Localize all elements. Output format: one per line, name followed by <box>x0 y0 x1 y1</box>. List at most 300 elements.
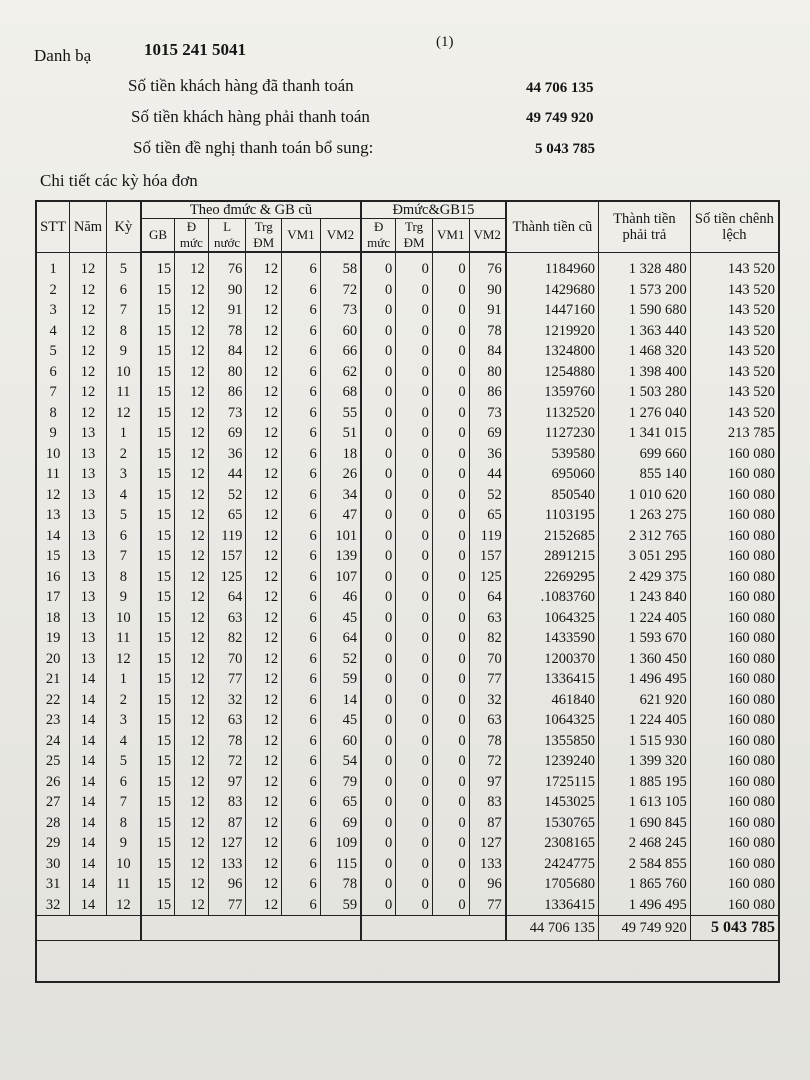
table-row <box>36 690 779 711</box>
cell-dmuc: 12 <box>175 608 209 629</box>
cell-vm2b: 76 <box>469 252 506 280</box>
cell-dmuc: 12 <box>175 751 209 772</box>
cell-nam: 12 <box>70 341 107 362</box>
cell-vm1: 6 <box>282 813 321 834</box>
cell-old-total: 1064325 <box>506 608 599 629</box>
cell-dmuc2: 0 <box>361 280 396 301</box>
cell-trg: 12 <box>246 895 282 916</box>
cell-vm2b: 91 <box>469 300 506 321</box>
cell-pay-total: 1 613 105 <box>599 792 691 813</box>
cell-dmuc2: 0 <box>361 649 396 670</box>
cell-stt: 16 <box>36 567 70 588</box>
cell-dmuc2: 0 <box>361 485 396 506</box>
cell-vm1: 6 <box>282 628 321 649</box>
cell-vm1: 6 <box>282 854 321 875</box>
cell-vm2b: 90 <box>469 280 506 301</box>
section-title: Chi tiết các kỳ hóa đơn <box>40 171 198 190</box>
cell-vm1b: 0 <box>432 813 469 834</box>
cell-lnuoc: 91 <box>208 300 246 321</box>
cell-dmuc: 12 <box>175 833 209 854</box>
cell-stt: 17 <box>36 587 70 608</box>
cell-gb: 15 <box>141 341 175 362</box>
cell-trg: 12 <box>246 874 282 895</box>
cell-vm1b: 0 <box>432 341 469 362</box>
table-row <box>36 772 779 793</box>
cell-vm2b: 80 <box>469 362 506 383</box>
cell-nam: 12 <box>70 403 107 424</box>
cell-vm2b: 84 <box>469 341 506 362</box>
cell-vm2: 78 <box>320 874 361 895</box>
cell-dmuc: 12 <box>175 731 209 752</box>
cell-vm2: 18 <box>320 444 361 465</box>
cell-vm1b: 0 <box>432 526 469 547</box>
cell-dmuc2: 0 <box>361 252 396 280</box>
cell-vm1b: 0 <box>432 423 469 444</box>
cell-pay-total: 1 590 680 <box>599 300 691 321</box>
cell-ky: 11 <box>106 628 141 649</box>
table-row <box>36 252 779 280</box>
extra-label: Số tiền đề nghị thanh toán bổ sung: <box>133 138 374 157</box>
cell-dmuc2: 0 <box>361 546 396 567</box>
cell-vm1: 6 <box>282 649 321 670</box>
cell-vm2b: 125 <box>469 567 506 588</box>
cell-vm2b: 72 <box>469 751 506 772</box>
cell-gb: 15 <box>141 669 175 690</box>
header-pay-total: Thành tiền phải trả <box>599 201 691 252</box>
cell-pay-total: 855 140 <box>599 464 691 485</box>
cell-vm1: 6 <box>282 792 321 813</box>
cell-vm2b: 64 <box>469 587 506 608</box>
cell-dmuc: 12 <box>175 792 209 813</box>
cell-diff: 160 080 <box>690 608 779 629</box>
cell-vm2b: 157 <box>469 546 506 567</box>
cell-nam: 14 <box>70 792 107 813</box>
cell-pay-total: 1 885 195 <box>599 772 691 793</box>
cell-pay-total: 1 865 760 <box>599 874 691 895</box>
cell-nam: 13 <box>70 567 107 588</box>
cell-trg2: 0 <box>396 252 433 280</box>
cell-diff: 160 080 <box>690 792 779 813</box>
header-old-group: Theo đmức & GB cũ <box>141 201 361 219</box>
cell-dmuc: 12 <box>175 444 209 465</box>
cell-lnuoc: 97 <box>208 772 246 793</box>
cell-gb: 15 <box>141 690 175 711</box>
cell-diff: 160 080 <box>690 751 779 772</box>
cell-vm2b: 82 <box>469 628 506 649</box>
cell-vm1: 6 <box>282 526 321 547</box>
cell-pay-total: 1 010 620 <box>599 485 691 506</box>
table-row <box>36 423 779 444</box>
cell-vm2b: 96 <box>469 874 506 895</box>
cell-pay-total: 2 429 375 <box>599 567 691 588</box>
cell-diff: 160 080 <box>690 505 779 526</box>
cell-nam: 14 <box>70 751 107 772</box>
cell-ky: 5 <box>106 751 141 772</box>
cell-trg2: 0 <box>396 546 433 567</box>
cell-old-total: 2152685 <box>506 526 599 547</box>
cell-diff: 160 080 <box>690 895 779 916</box>
cell-vm1: 6 <box>282 587 321 608</box>
cell-dmuc: 12 <box>175 362 209 383</box>
cell-trg: 12 <box>246 731 282 752</box>
cell-dmuc2: 0 <box>361 567 396 588</box>
cell-nam: 12 <box>70 300 107 321</box>
cell-lnuoc: 78 <box>208 321 246 342</box>
cell-nam: 14 <box>70 895 107 916</box>
header-vm1: VM1 <box>282 219 321 253</box>
cell-dmuc2: 0 <box>361 874 396 895</box>
extra-value: 5 043 785 <box>535 141 595 157</box>
cell-diff: 160 080 <box>690 526 779 547</box>
cell-dmuc2: 0 <box>361 628 396 649</box>
cell-stt: 14 <box>36 526 70 547</box>
cell-nam: 13 <box>70 526 107 547</box>
cell-vm2b: 52 <box>469 485 506 506</box>
cell-gb: 15 <box>141 567 175 588</box>
cell-nam: 13 <box>70 464 107 485</box>
cell-trg2: 0 <box>396 772 433 793</box>
cell-dmuc: 12 <box>175 690 209 711</box>
cell-trg2: 0 <box>396 731 433 752</box>
cell-vm2b: 32 <box>469 690 506 711</box>
cell-dmuc: 12 <box>175 567 209 588</box>
header-vm2: VM2 <box>320 219 361 253</box>
cell-gb: 15 <box>141 300 175 321</box>
cell-vm2b: 69 <box>469 423 506 444</box>
cell-old-total: 695060 <box>506 464 599 485</box>
cell-dmuc2: 0 <box>361 792 396 813</box>
cell-pay-total: 1 468 320 <box>599 341 691 362</box>
cell-trg: 12 <box>246 772 282 793</box>
table-row <box>36 587 779 608</box>
cell-pay-total: 1 243 840 <box>599 587 691 608</box>
cell-nam: 14 <box>70 813 107 834</box>
cell-nam: 12 <box>70 321 107 342</box>
total-old: 44 706 135 <box>506 916 599 941</box>
cell-vm2b: 127 <box>469 833 506 854</box>
cell-old-total: 1725115 <box>506 772 599 793</box>
cell-vm1: 6 <box>282 874 321 895</box>
cell-vm2: 72 <box>320 280 361 301</box>
cell-diff: 160 080 <box>690 731 779 752</box>
cell-trg: 12 <box>246 464 282 485</box>
cell-trg: 12 <box>246 382 282 403</box>
cell-lnuoc: 127 <box>208 833 246 854</box>
cell-gb: 15 <box>141 423 175 444</box>
cell-vm1b: 0 <box>432 833 469 854</box>
cell-dmuc2: 0 <box>361 669 396 690</box>
cell-old-total: 1530765 <box>506 813 599 834</box>
cell-vm2: 101 <box>320 526 361 547</box>
cell-vm2b: 97 <box>469 772 506 793</box>
cell-vm2: 54 <box>320 751 361 772</box>
cell-dmuc2: 0 <box>361 690 396 711</box>
cell-gb: 15 <box>141 362 175 383</box>
cell-nam: 14 <box>70 669 107 690</box>
cell-stt: 22 <box>36 690 70 711</box>
cell-vm1: 6 <box>282 280 321 301</box>
cell-vm1b: 0 <box>432 280 469 301</box>
cell-ky: 4 <box>106 731 141 752</box>
header-gb: GB <box>141 219 175 253</box>
total-diff: 5 043 785 <box>690 916 779 941</box>
cell-diff: 160 080 <box>690 669 779 690</box>
cell-old-total: 1103195 <box>506 505 599 526</box>
cell-vm1b: 0 <box>432 608 469 629</box>
table-row <box>36 321 779 342</box>
cell-ky: 10 <box>106 608 141 629</box>
cell-dmuc2: 0 <box>361 300 396 321</box>
cell-dmuc: 12 <box>175 526 209 547</box>
header-ky: Kỳ <box>106 201 141 252</box>
cell-trg2: 0 <box>396 874 433 895</box>
cell-old-total: 1132520 <box>506 403 599 424</box>
cell-nam: 14 <box>70 854 107 875</box>
cell-ky: 5 <box>106 252 141 280</box>
cell-lnuoc: 80 <box>208 362 246 383</box>
cell-ky: 12 <box>106 895 141 916</box>
table-row <box>36 526 779 547</box>
cell-vm2: 34 <box>320 485 361 506</box>
header-vm1b: VM1 <box>432 219 469 253</box>
account-label: Danh bạ <box>34 46 92 65</box>
cell-vm2b: 119 <box>469 526 506 547</box>
table-row <box>36 300 779 321</box>
cell-ky: 2 <box>106 444 141 465</box>
header-trg2: Trg ĐM <box>396 219 433 253</box>
cell-trg2: 0 <box>396 444 433 465</box>
cell-ky: 9 <box>106 341 141 362</box>
cell-lnuoc: 78 <box>208 731 246 752</box>
cell-pay-total: 1 341 015 <box>599 423 691 444</box>
cell-vm2: 69 <box>320 813 361 834</box>
table-row <box>36 895 779 916</box>
cell-pay-total: 1 496 495 <box>599 669 691 690</box>
cell-lnuoc: 84 <box>208 341 246 362</box>
cell-vm2b: 44 <box>469 464 506 485</box>
cell-vm1b: 0 <box>432 874 469 895</box>
table-row <box>36 403 779 424</box>
cell-pay-total: 2 584 855 <box>599 854 691 875</box>
cell-trg: 12 <box>246 403 282 424</box>
cell-ky: 8 <box>106 813 141 834</box>
cell-dmuc: 12 <box>175 649 209 670</box>
cell-lnuoc: 96 <box>208 874 246 895</box>
cell-lnuoc: 63 <box>208 710 246 731</box>
cell-vm1: 6 <box>282 772 321 793</box>
cell-old-total: 1447160 <box>506 300 599 321</box>
cell-nam: 14 <box>70 874 107 895</box>
due-value: 49 749 920 <box>526 110 594 126</box>
cell-dmuc2: 0 <box>361 423 396 444</box>
cell-vm1: 6 <box>282 382 321 403</box>
cell-lnuoc: 32 <box>208 690 246 711</box>
cell-stt: 27 <box>36 792 70 813</box>
cell-dmuc2: 0 <box>361 710 396 731</box>
table-row <box>36 444 779 465</box>
cell-vm2b: 73 <box>469 403 506 424</box>
cell-stt: 25 <box>36 751 70 772</box>
cell-diff: 143 520 <box>690 362 779 383</box>
cell-stt: 15 <box>36 546 70 567</box>
cell-dmuc2: 0 <box>361 854 396 875</box>
table-row <box>36 710 779 731</box>
cell-trg: 12 <box>246 362 282 383</box>
cell-vm1: 6 <box>282 321 321 342</box>
table-row <box>36 464 779 485</box>
cell-lnuoc: 133 <box>208 854 246 875</box>
cell-trg: 12 <box>246 690 282 711</box>
cell-ky: 7 <box>106 300 141 321</box>
cell-lnuoc: 65 <box>208 505 246 526</box>
cell-pay-total: 699 660 <box>599 444 691 465</box>
cell-stt: 8 <box>36 403 70 424</box>
cell-dmuc: 12 <box>175 874 209 895</box>
cell-trg: 12 <box>246 423 282 444</box>
cell-old-total: 461840 <box>506 690 599 711</box>
cell-vm1b: 0 <box>432 690 469 711</box>
cell-old-total: 1254880 <box>506 362 599 383</box>
cell-diff: 160 080 <box>690 813 779 834</box>
cell-pay-total: 1 593 670 <box>599 628 691 649</box>
cell-nam: 13 <box>70 608 107 629</box>
cell-pay-total: 1 263 275 <box>599 505 691 526</box>
cell-nam: 14 <box>70 710 107 731</box>
cell-trg2: 0 <box>396 321 433 342</box>
cell-ky: 1 <box>106 423 141 444</box>
account-number: 1015 241 5041 <box>144 40 246 59</box>
cell-pay-total: 1 503 280 <box>599 382 691 403</box>
cell-vm1b: 0 <box>432 546 469 567</box>
cell-vm1b: 0 <box>432 362 469 383</box>
table-row <box>36 792 779 813</box>
cell-trg: 12 <box>246 252 282 280</box>
table-row <box>36 649 779 670</box>
cell-ky: 12 <box>106 649 141 670</box>
cell-dmuc2: 0 <box>361 526 396 547</box>
cell-lnuoc: 119 <box>208 526 246 547</box>
cell-stt: 10 <box>36 444 70 465</box>
cell-lnuoc: 72 <box>208 751 246 772</box>
cell-pay-total: 3 051 295 <box>599 546 691 567</box>
cell-gb: 15 <box>141 792 175 813</box>
cell-trg2: 0 <box>396 710 433 731</box>
cell-diff: 143 520 <box>690 252 779 280</box>
cell-dmuc2: 0 <box>361 505 396 526</box>
cell-vm2b: 77 <box>469 895 506 916</box>
cell-vm2b: 65 <box>469 505 506 526</box>
cell-dmuc: 12 <box>175 895 209 916</box>
cell-ky: 5 <box>106 505 141 526</box>
cell-ky: 1 <box>106 669 141 690</box>
cell-stt: 2 <box>36 280 70 301</box>
cell-dmuc: 12 <box>175 772 209 793</box>
cell-vm1b: 0 <box>432 464 469 485</box>
cell-diff: 160 080 <box>690 874 779 895</box>
cell-gb: 15 <box>141 628 175 649</box>
cell-ky: 9 <box>106 587 141 608</box>
cell-trg2: 0 <box>396 403 433 424</box>
cell-gb: 15 <box>141 731 175 752</box>
cell-trg2: 0 <box>396 608 433 629</box>
cell-lnuoc: 77 <box>208 669 246 690</box>
cell-old-total: 1239240 <box>506 751 599 772</box>
cell-nam: 12 <box>70 252 107 280</box>
cell-ky: 10 <box>106 362 141 383</box>
cell-vm1b: 0 <box>432 300 469 321</box>
cell-vm2: 73 <box>320 300 361 321</box>
cell-vm2: 79 <box>320 772 361 793</box>
header-diff: Số tiền chênh lệch <box>690 201 779 252</box>
cell-vm2: 62 <box>320 362 361 383</box>
cell-lnuoc: 77 <box>208 895 246 916</box>
cell-trg: 12 <box>246 833 282 854</box>
cell-ky: 8 <box>106 321 141 342</box>
cell-lnuoc: 86 <box>208 382 246 403</box>
cell-vm1b: 0 <box>432 321 469 342</box>
cell-vm1b: 0 <box>432 669 469 690</box>
cell-vm1b: 0 <box>432 792 469 813</box>
cell-ky: 12 <box>106 403 141 424</box>
cell-vm2b: 70 <box>469 649 506 670</box>
cell-trg: 12 <box>246 751 282 772</box>
cell-vm1: 6 <box>282 669 321 690</box>
cell-old-total: 2269295 <box>506 567 599 588</box>
cell-diff: 160 080 <box>690 772 779 793</box>
cell-trg2: 0 <box>396 567 433 588</box>
cell-stt: 24 <box>36 731 70 752</box>
cell-nam: 13 <box>70 505 107 526</box>
cell-lnuoc: 90 <box>208 280 246 301</box>
cell-diff: 160 080 <box>690 567 779 588</box>
cell-old-total: 1127230 <box>506 423 599 444</box>
cell-stt: 12 <box>36 485 70 506</box>
footer-row <box>36 941 779 983</box>
table-row <box>36 731 779 752</box>
cell-dmuc2: 0 <box>361 403 396 424</box>
cell-stt: 4 <box>36 321 70 342</box>
cell-trg: 12 <box>246 649 282 670</box>
cell-nam: 13 <box>70 485 107 506</box>
cell-vm1: 6 <box>282 252 321 280</box>
cell-ky: 10 <box>106 854 141 875</box>
cell-stt: 26 <box>36 772 70 793</box>
cell-ky: 11 <box>106 874 141 895</box>
cell-vm1b: 0 <box>432 649 469 670</box>
cell-stt: 5 <box>36 341 70 362</box>
cell-diff: 143 520 <box>690 403 779 424</box>
cell-pay-total: 1 224 405 <box>599 608 691 629</box>
cell-nam: 13 <box>70 649 107 670</box>
cell-vm1b: 0 <box>432 628 469 649</box>
header-stt: STT <box>36 201 70 252</box>
cell-trg2: 0 <box>396 833 433 854</box>
cell-diff: 143 520 <box>690 280 779 301</box>
header-lnuoc: L nước <box>208 219 246 253</box>
cell-vm2b: 63 <box>469 710 506 731</box>
cell-old-total: 1219920 <box>506 321 599 342</box>
cell-vm1: 6 <box>282 403 321 424</box>
cell-old-total: 1705680 <box>506 874 599 895</box>
cell-vm2b: 77 <box>469 669 506 690</box>
header-old-total: Thành tiền cũ <box>506 201 599 252</box>
cell-vm1: 6 <box>282 731 321 752</box>
header-trg: Trg ĐM <box>246 219 282 253</box>
cell-ky: 6 <box>106 280 141 301</box>
cell-diff: 213 785 <box>690 423 779 444</box>
cell-nam: 13 <box>70 444 107 465</box>
cell-dmuc: 12 <box>175 628 209 649</box>
